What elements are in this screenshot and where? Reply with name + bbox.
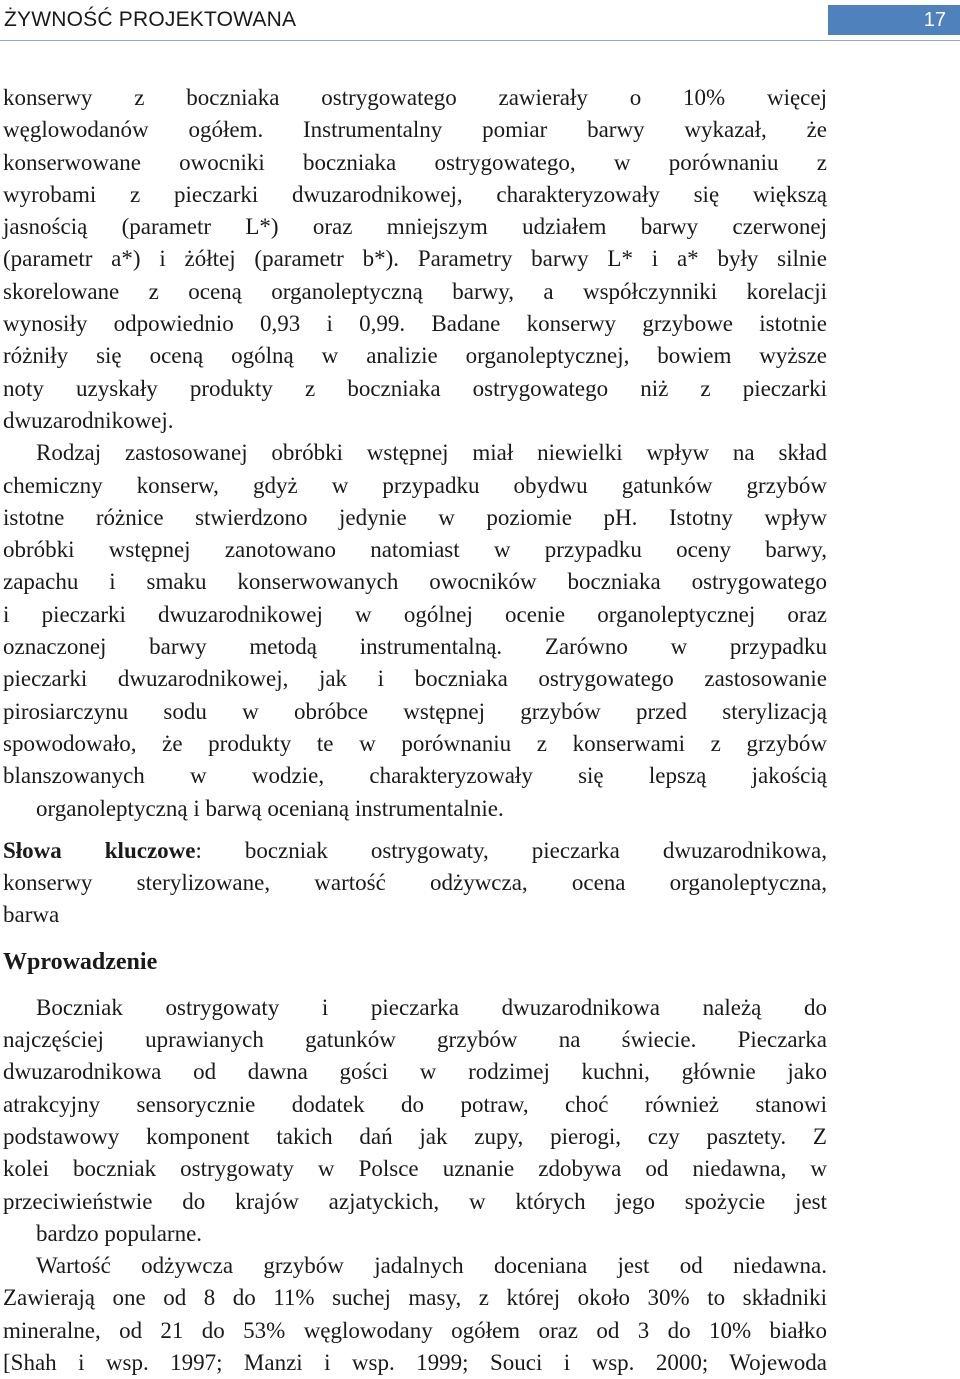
text-line: spowodowało, że produkty te w porównaniu z konserwami z grzybów bbox=[3, 730, 827, 756]
text-line: organoleptyczną i barwą ocenianą instrumentalnie. bbox=[36, 795, 504, 821]
text-line: jasnością (parametr L*) oraz mniejszym udziałem barwy czerwonej bbox=[3, 214, 827, 240]
text-line: istotne różnice stwierdzono jedynie w poziomie pH. Istotny wpływ bbox=[3, 504, 827, 530]
header-divider bbox=[0, 40, 960, 41]
text-line: Rodzaj zastosowanej obróbki wstępnej miał niewielki wpływ na skład bbox=[36, 440, 827, 466]
intro-paragraph-1 bbox=[3, 992, 827, 1250]
text-line: konserwowane owocniki boczniaka ostrygowatego, w porównaniu z bbox=[3, 149, 827, 175]
page-number: 17 bbox=[828, 5, 960, 35]
text-line: dwuzarodnikowej. bbox=[3, 407, 174, 433]
text-line: mineralne, od 21 do 53% węglowodany ogółem oraz od 3 do 10% białko bbox=[3, 1317, 827, 1343]
text-line: pieczarki dwuzarodnikowej, jak i boczniaka ostrygowatego zastosowanie bbox=[3, 666, 827, 692]
keywords-label: Słowa kluczowe bbox=[3, 837, 196, 863]
section-heading-introduction: Wprowadzenie bbox=[3, 948, 158, 975]
text-line: bardzo popularne. bbox=[36, 1220, 203, 1246]
text-line: konserwy sterylizowane, wartość odżywcza, ocena organoleptyczna, bbox=[3, 870, 827, 896]
journal-title: ŻYWNOŚĆ PROJEKTOWANA bbox=[4, 8, 297, 31]
text-line: (parametr a*) i żółtej (parametr b*). Parametry barwy L* i a* były silnie bbox=[3, 246, 827, 272]
text-line: atrakcyjny sensorycznie dodatek do potraw, choć również stanowi bbox=[3, 1091, 827, 1117]
text-line: pirosiarczynu sodu w obróbce wstępnej grzybów przed sterylizacją bbox=[3, 698, 827, 724]
text-line: różniły się oceną ogólną w analizie organoleptycznej, bowiem wyższe bbox=[3, 343, 827, 369]
text-line: oznaczonej barwy metodą instrumentalną. Zarówno w przypadku bbox=[3, 634, 827, 660]
abstract-paragraph-1 bbox=[3, 82, 827, 437]
text-line: barwa bbox=[3, 902, 60, 928]
text-line: wyrobami z pieczarki dwuzarodnikowej, charakteryzowały się większą bbox=[3, 181, 827, 207]
text-line: i pieczarki dwuzarodnikowej w ogólnej ocenie organoleptycznej oraz bbox=[3, 601, 827, 627]
text-line: skorelowane z oceną organoleptyczną barwy, a współczynniki korelacji bbox=[3, 278, 827, 304]
text-line: kolei boczniak ostrygowaty w Polsce uznanie zdobywa od niedawna, w bbox=[3, 1156, 827, 1182]
text-line: : boczniak ostrygowaty, pieczarka dwuzarodnikowa, bbox=[195, 837, 828, 863]
text-line: noty uzyskały produkty z boczniaka ostrygowatego niż z pieczarki bbox=[3, 375, 827, 401]
keywords-paragraph bbox=[3, 835, 827, 932]
text-line: Wartość odżywcza grzybów jadalnych doceniana jest od niedawna. bbox=[36, 1253, 827, 1279]
text-line: najczęściej uprawianych gatunków grzybów na świecie. Pieczarka bbox=[3, 1027, 827, 1053]
intro-paragraph-2 bbox=[3, 1250, 827, 1379]
text-line: węglowodanów ogółem. Instrumentalny pomiar barwy wykazał, że bbox=[3, 117, 827, 143]
text-line: dwuzarodnikowa od dawna gości w rodzimej kuchni, głównie jako bbox=[3, 1059, 827, 1085]
text-line: blanszowanych w wodzie, charakteryzowały się lepszą jakością bbox=[3, 763, 827, 789]
text-line: [Shah i wsp. 1997; Manzi i wsp. 1999; Souci i wsp. 2000; Wojewoda bbox=[3, 1349, 827, 1375]
text-line: Boczniak ostrygowaty i pieczarka dwuzarodnikowa należą do bbox=[36, 994, 827, 1020]
text-line: obróbki wstępnej zanotowano natomiast w przypadku oceny barwy, bbox=[3, 537, 827, 563]
text-line: przeciwieństwie do krajów azjatyckich, w których jego spożycie jest bbox=[3, 1188, 827, 1214]
text-line: wynosiły odpowiednio 0,93 i 0,99. Badane konserwy grzybowe istotnie bbox=[3, 311, 827, 337]
text-line: konserwy z boczniaka ostrygowatego zawierały o 10% więcej bbox=[3, 85, 827, 110]
page-header bbox=[0, 0, 960, 44]
text-line: zapachu i smaku konserwowanych owocników boczniaka ostrygowatego bbox=[3, 569, 827, 595]
abstract-paragraph-2 bbox=[3, 437, 827, 825]
article-body bbox=[3, 82, 827, 1379]
text-line: chemiczny konserw, gdyż w przypadku obydwu gatunków grzybów bbox=[3, 472, 827, 498]
text-line: podstawowy komponent takich dań jak zupy, pierogi, czy pasztety. Z bbox=[3, 1123, 827, 1149]
text-line: Zawierają one od 8 do 11% suchej masy, z której około 30% to składniki bbox=[3, 1285, 827, 1311]
